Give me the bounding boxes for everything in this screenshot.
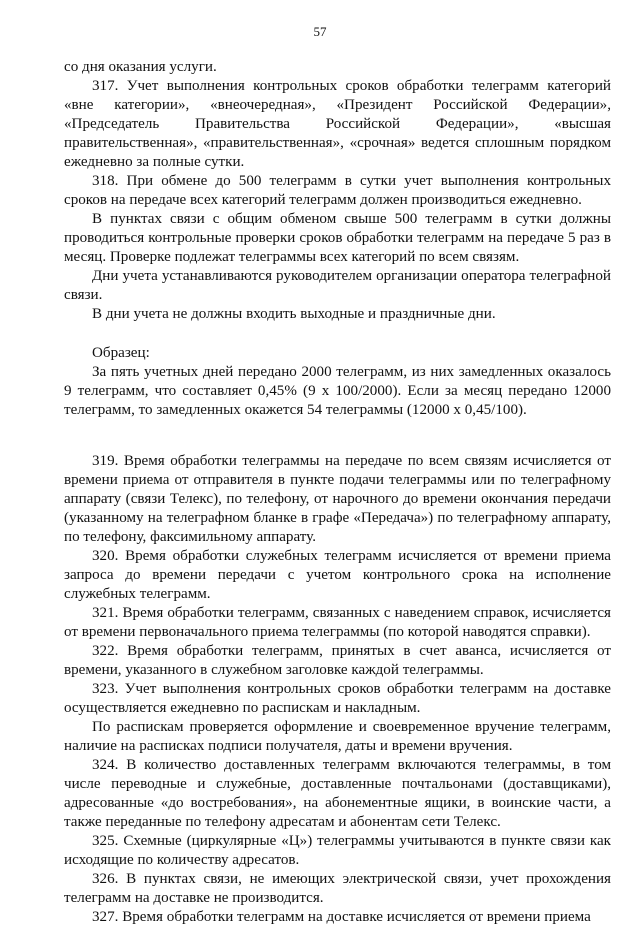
- paragraph-318-exclusions: В дни учета не должны входить выходные и праздничные дни.: [92, 306, 496, 322]
- sample-text: За пять учетных дней передано 2000 телеграмм, из них замедленных оказалось 9 телеграмм, что составляет 0,45% (9 х 100/2000). Если за месяц передано 12000 телеграмм, то замедленных окажется 54 телеграммы (12000 х 0,45/100).: [64, 364, 611, 418]
- paragraph-317: 317. Учет выполнения контрольных сроков обработки телеграмм категорий «вне категории», «внеочередная», «Президент Российской Федерации», «Председатель Правительства Российской Федерации», «высшая правительственная», «правительственная», «срочная» ведется сплошным порядком ежедневно за полные сутки.: [64, 78, 611, 170]
- document-body: [64, 58, 611, 927]
- paragraph-319: 319. Время обработки телеграммы на передаче по всем связям исчисляется от времени приема от отправителя в пункте подачи телеграммы или по телеграфному аппарату (связи Телекс), по телефону, от нарочного до времени окончания передачи (указанному на телеграфном бланке в графе «Передача») по телеграфному аппарату, по телефону, факсимильному аппарату.: [64, 453, 611, 545]
- paragraph-320: 320. Время обработки служебных телеграмм исчисляется от времени приема запроса до времени передачи с учетом контрольного срока на исполнение служебных телеграмм.: [64, 548, 611, 602]
- paragraph-continuation: со дня оказания услуги.: [64, 59, 217, 75]
- page-number: 57: [313, 24, 327, 39]
- paragraph-318: 318. При обмене до 500 телеграмм в сутки учет выполнения контрольных сроков на передаче всех категорий телеграмм должен производиться ежедневно.: [64, 173, 611, 208]
- paragraph-318-days: Дни учета устанавливаются руководителем организации оператора телеграфной связи.: [64, 268, 611, 303]
- paragraph-323-receipts: По распискам проверяется оформление и своевременное вручение телеграмм, наличие на расписках подписи получателя, даты и времени вручения.: [64, 719, 611, 754]
- paragraph-327: 327. Время обработки телеграмм на доставке исчисляется от времени приема: [92, 909, 591, 925]
- sample-label: Образец:: [92, 345, 150, 361]
- paragraph-324: 324. В количество доставленных телеграмм включаются телеграммы, в том числе переводные и служебные, доставленные почтальонами (доставщиками), адресованные «до востребования», на абонементные ящики, в воинские части, а также переданные по телефону адресатам и абонентам сети Телекс.: [64, 757, 611, 830]
- paragraph-326: 326. В пунктах связи, не имеющих электрической связи, учет прохождения телеграмм на доставке не производится.: [64, 871, 611, 906]
- paragraph-321: 321. Время обработки телеграмм, связанных с наведением справок, исчисляется от времени первоначального приема телеграммы (по которой наводятся справки).: [64, 605, 611, 640]
- paragraph-322: 322. Время обработки телеграмм, принятых в счет аванса, исчисляется от времени, указанного в служебном заголовке каждой телеграммы.: [64, 643, 611, 678]
- paragraph-318-checks: В пунктах связи с общим обменом свыше 500 телеграмм в сутки должны проводиться контрольные проверки сроков обработки телеграмм на передаче 5 раз в месяц. Проверке подлежат телеграммы всех категорий по всем связям.: [64, 211, 611, 265]
- paragraph-325: 325. Схемные (циркулярные «Ц») телеграммы учитываются в пункте связи как исходящие по количеству адресатов.: [64, 833, 611, 868]
- paragraph-323: 323. Учет выполнения контрольных сроков обработки телеграмм на доставке осуществляется ежедневно по распискам и накладным.: [64, 681, 611, 716]
